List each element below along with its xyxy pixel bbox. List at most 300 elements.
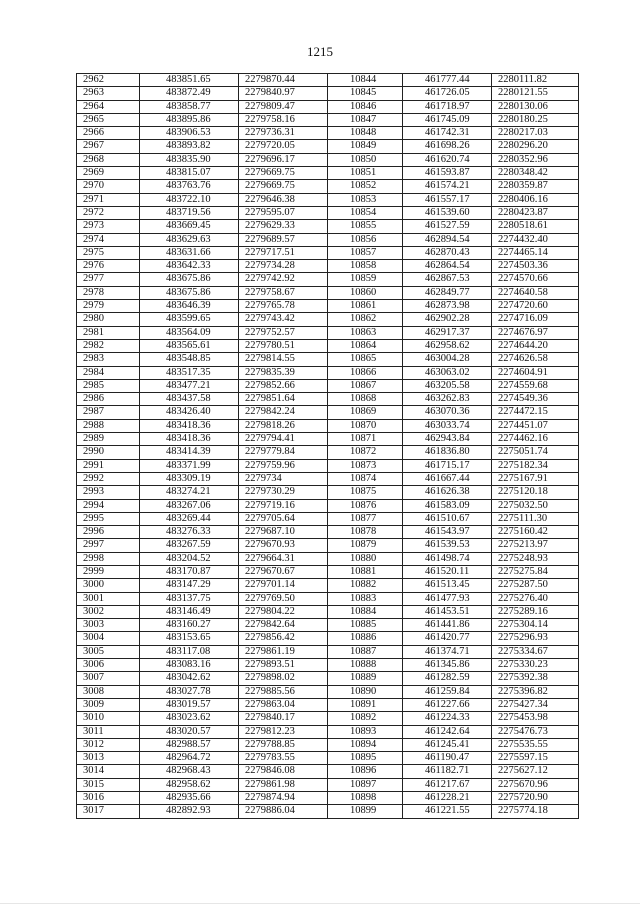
table-cell-y1: 2279870.44 [239,74,328,87]
coordinates-table-body [77,74,579,819]
table-cell-x1: 483517.35 [140,366,239,379]
table-cell-id2: 10884 [328,605,403,618]
table-row [77,406,579,419]
table-row [77,765,579,778]
table-cell-x2: 461520.11 [403,565,492,578]
table-cell-y1: 2279734 [239,472,328,485]
table-cell-id2: 10875 [328,486,403,499]
table-cell-y2: 2280111.82 [492,74,579,87]
table-cell-x2: 461217.67 [403,778,492,791]
table-cell-id2: 10871 [328,433,403,446]
table-cell-id2: 10868 [328,393,403,406]
table-cell-y1: 2279809.47 [239,100,328,113]
table-cell-x2: 461620.74 [403,153,492,166]
table-cell-id: 2994 [77,499,140,512]
table-cell-y1: 2279840.97 [239,87,328,100]
table-cell-id2: 10847 [328,113,403,126]
table-cell-x2: 461513.45 [403,579,492,592]
table-cell-x1: 483309.19 [140,472,239,485]
table-cell-y2: 2275774.18 [492,805,579,818]
table-row [77,206,579,219]
table-cell-x2: 461259.84 [403,685,492,698]
table-cell-y1: 2279758.16 [239,113,328,126]
table-cell-x1: 483669.45 [140,220,239,233]
table-cell-id2: 10877 [328,512,403,525]
table-cell-x2: 461510.67 [403,512,492,525]
table-cell-y2: 2275051.74 [492,446,579,459]
table-cell-y2: 2280359.87 [492,180,579,193]
table-cell-y1: 2279835.39 [239,366,328,379]
table-cell-id: 3009 [77,698,140,711]
table-cell-x2: 462864.54 [403,260,492,273]
table-cell-y2: 2274676.97 [492,326,579,339]
table-cell-x1: 483153.65 [140,632,239,645]
page-number: 1215 [307,44,333,59]
table-cell-y2: 2274626.58 [492,353,579,366]
table-cell-x1: 483631.66 [140,246,239,259]
table-cell-y2: 2274604.91 [492,366,579,379]
table-row [77,512,579,525]
table-cell-y2: 2274432.40 [492,233,579,246]
table-cell-id2: 10894 [328,738,403,751]
table-cell-y1: 2279669.75 [239,180,328,193]
table-cell-y2: 2275032.50 [492,499,579,512]
table-cell-id: 2981 [77,326,140,339]
table-cell-id2: 10876 [328,499,403,512]
table-cell-y1: 2279717.51 [239,246,328,259]
page-bottom-edge [0,903,640,904]
table-cell-id: 3008 [77,685,140,698]
table-cell-x2: 461698.26 [403,140,492,153]
table-cell-id2: 10872 [328,446,403,459]
table-cell-id: 2991 [77,459,140,472]
table-cell-id2: 10883 [328,592,403,605]
table-cell-id: 2985 [77,379,140,392]
table-cell-id: 2978 [77,286,140,299]
table-cell-id2: 10882 [328,579,403,592]
table-cell-id2: 10865 [328,353,403,366]
table-cell-x2: 461543.97 [403,526,492,539]
table-cell-x1: 482964.72 [140,752,239,765]
table-cell-y1: 2279736.31 [239,127,328,140]
table-cell-id: 2982 [77,339,140,352]
table-cell-y2: 2280352.96 [492,153,579,166]
table-cell-x1: 483147.29 [140,579,239,592]
table-cell-y1: 2279705.64 [239,512,328,525]
table-cell-id: 2972 [77,206,140,219]
table-cell-id2: 10891 [328,698,403,711]
table-cell-id: 2970 [77,180,140,193]
table-cell-x1: 483675.86 [140,273,239,286]
table-row [77,313,579,326]
table-cell-y1: 2279664.31 [239,552,328,565]
table-cell-y2: 2275167.91 [492,472,579,485]
table-cell-x1: 482935.66 [140,792,239,805]
table-cell-x2: 461742.31 [403,127,492,140]
table-cell-y2: 2274462.16 [492,433,579,446]
table-cell-y1: 2279720.05 [239,140,328,153]
table-cell-id2: 10845 [328,87,403,100]
table-cell-x1: 483629.63 [140,233,239,246]
table-cell-x1: 483267.06 [140,499,239,512]
table-cell-y1: 2279743.42 [239,313,328,326]
table-cell-x1: 483893.82 [140,140,239,153]
table-cell-x1: 483042.62 [140,672,239,685]
table-cell-id2: 10885 [328,619,403,632]
table-cell-y2: 2275670.96 [492,778,579,791]
table-cell-y2: 2280296.20 [492,140,579,153]
table-cell-y2: 2275120.18 [492,486,579,499]
table-cell-y1: 2279670.67 [239,565,328,578]
table-row [77,526,579,539]
table-cell-y1: 2279758.67 [239,286,328,299]
table-cell-id2: 10852 [328,180,403,193]
table-cell-x1: 483815.07 [140,167,239,180]
table-cell-x2: 461539.60 [403,206,492,219]
table-cell-x2: 461777.44 [403,74,492,87]
table-cell-id2: 10873 [328,459,403,472]
table-cell-y1: 2279769.50 [239,592,328,605]
table-row [77,127,579,140]
table-cell-x1: 483137.75 [140,592,239,605]
table-cell-y1: 2279730.29 [239,486,328,499]
table-cell-x2: 461745.09 [403,113,492,126]
table-cell-x1: 483020.57 [140,725,239,738]
table-cell-x2: 461557.17 [403,193,492,206]
table-cell-y1: 2279742.92 [239,273,328,286]
table-cell-id2: 10878 [328,526,403,539]
table-cell-y2: 2280406.16 [492,193,579,206]
table-cell-x1: 483371.99 [140,459,239,472]
table-cell-x1: 483599.65 [140,313,239,326]
table-cell-x1: 483872.49 [140,87,239,100]
table-cell-x2: 462902.28 [403,313,492,326]
table-cell-id: 3011 [77,725,140,738]
table-cell-y2: 2275275.84 [492,565,579,578]
table-cell-y1: 2279794.41 [239,433,328,446]
table-cell-x1: 483418.36 [140,419,239,432]
table-cell-id2: 10854 [328,206,403,219]
table-row [77,87,579,100]
table-cell-x2: 461583.09 [403,499,492,512]
table-cell-x2: 462867.53 [403,273,492,286]
table-cell-y2: 2275627.12 [492,765,579,778]
table-cell-x1: 483858.77 [140,100,239,113]
table-cell-id2: 10855 [328,220,403,233]
table-cell-x2: 463063.02 [403,366,492,379]
table-cell-id: 3013 [77,752,140,765]
table-cell-id: 2986 [77,393,140,406]
table-cell-x1: 483763.76 [140,180,239,193]
table-cell-id: 2974 [77,233,140,246]
table-cell-y1: 2279629.33 [239,220,328,233]
table-row [77,459,579,472]
table-cell-y1: 2279687.10 [239,526,328,539]
table-cell-id: 3012 [77,738,140,751]
table-cell-y1: 2279812.23 [239,725,328,738]
table-cell-id2: 10879 [328,539,403,552]
table-cell-x2: 461182.71 [403,765,492,778]
table-cell-x1: 483117.08 [140,645,239,658]
table-cell-x2: 461574.21 [403,180,492,193]
table-cell-x2: 461626.38 [403,486,492,499]
table-cell-x1: 483170.87 [140,565,239,578]
table-cell-x2: 461453.51 [403,605,492,618]
table-row [77,659,579,672]
table-cell-id2: 10860 [328,286,403,299]
table-cell-y1: 2279852.66 [239,379,328,392]
table-cell-y2: 2275476.73 [492,725,579,738]
table-row [77,220,579,233]
table-cell-id: 3014 [77,765,140,778]
table-row [77,273,579,286]
table-cell-y1: 2279846.08 [239,765,328,778]
table-cell-id2: 10896 [328,765,403,778]
table-cell-id: 2969 [77,167,140,180]
table-row [77,339,579,352]
table-cell-x1: 483083.16 [140,659,239,672]
table-cell-x1: 483267.59 [140,539,239,552]
table-cell-y2: 2275535.55 [492,738,579,751]
table-row [77,486,579,499]
table-cell-y1: 2279734.28 [239,260,328,273]
table-cell-id: 2992 [77,472,140,485]
table-cell-y2: 2274472.15 [492,406,579,419]
table-cell-x2: 463033.74 [403,419,492,432]
table-cell-x1: 483437.58 [140,393,239,406]
table-cell-y1: 2279701.14 [239,579,328,592]
table-cell-id: 2995 [77,512,140,525]
table-cell-y1: 2279788.85 [239,738,328,751]
table-cell-y1: 2279804.22 [239,605,328,618]
table-cell-x2: 461374.71 [403,645,492,658]
table-cell-x1: 483906.53 [140,127,239,140]
table-cell-id: 3005 [77,645,140,658]
table-cell-id: 2993 [77,486,140,499]
table-cell-id: 2968 [77,153,140,166]
table-cell-y1: 2279759.96 [239,459,328,472]
table-cell-x1: 483204.52 [140,552,239,565]
table-cell-y1: 2279856.42 [239,632,328,645]
table-cell-x1: 482968.43 [140,765,239,778]
table-row [77,446,579,459]
table-row [77,632,579,645]
table-cell-id: 2979 [77,300,140,313]
table-cell-y2: 2275160.42 [492,526,579,539]
table-cell-id2: 10881 [328,565,403,578]
table-row [77,805,579,818]
table-cell-y1: 2279783.55 [239,752,328,765]
table-row [77,366,579,379]
table-cell-y2: 2275296.93 [492,632,579,645]
table-cell-y2: 2274559.68 [492,379,579,392]
table-row [77,180,579,193]
table-row [77,552,579,565]
table-cell-y2: 2280180.25 [492,113,579,126]
table-cell-x1: 483895.86 [140,113,239,126]
table-cell-id: 2971 [77,193,140,206]
table-cell-x2: 462917.37 [403,326,492,339]
table-cell-y2: 2280121.55 [492,87,579,100]
table-cell-id: 3006 [77,659,140,672]
table-cell-id2: 10858 [328,260,403,273]
table-cell-y2: 2275427.34 [492,698,579,711]
table-cell-y2: 2280423.87 [492,206,579,219]
table-cell-id: 2975 [77,246,140,259]
table-cell-id: 2966 [77,127,140,140]
table-cell-id: 2983 [77,353,140,366]
table-cell-y1: 2279842.64 [239,619,328,632]
table-row [77,672,579,685]
table-cell-id: 3001 [77,592,140,605]
table-cell-id: 2965 [77,113,140,126]
table-cell-x1: 483835.90 [140,153,239,166]
table-cell-id2: 10897 [328,778,403,791]
table-cell-y2: 2274503.36 [492,260,579,273]
table-cell-id2: 10864 [328,339,403,352]
table-row [77,379,579,392]
table-cell-id: 2967 [77,140,140,153]
table-cell-y2: 2275330.23 [492,659,579,672]
table-cell-x1: 483160.27 [140,619,239,632]
table-cell-id: 2999 [77,565,140,578]
table-cell-id: 2989 [77,433,140,446]
table-cell-y1: 2279646.38 [239,193,328,206]
table-cell-id: 2997 [77,539,140,552]
table-cell-y2: 2280130.06 [492,100,579,113]
table-cell-x2: 461420.77 [403,632,492,645]
table-cell-x2: 461221.55 [403,805,492,818]
table-row [77,113,579,126]
table-cell-y2: 2275396.82 [492,685,579,698]
table-cell-id: 3003 [77,619,140,632]
table-cell-x1: 483564.09 [140,326,239,339]
table-cell-id2: 10851 [328,167,403,180]
table-cell-id2: 10867 [328,379,403,392]
table-row [77,725,579,738]
table-row [77,326,579,339]
table-cell-x2: 461345.86 [403,659,492,672]
table-cell-y2: 2275597.15 [492,752,579,765]
table-row [77,393,579,406]
table-row [77,778,579,791]
table-cell-id2: 10886 [328,632,403,645]
table-cell-y2: 2275182.34 [492,459,579,472]
table-row [77,260,579,273]
table-cell-id2: 10888 [328,659,403,672]
table-cell-y2: 2275111.30 [492,512,579,525]
table-row [77,592,579,605]
table-row [77,153,579,166]
table-row [77,499,579,512]
table-cell-x2: 461539.53 [403,539,492,552]
coordinates-table [76,73,579,819]
table-cell-y2: 2275453.98 [492,712,579,725]
table-cell-x1: 483477.21 [140,379,239,392]
table-cell-id2: 10893 [328,725,403,738]
table-cell-id2: 10859 [328,273,403,286]
table-cell-y2: 2274549.36 [492,393,579,406]
table-cell-id: 3010 [77,712,140,725]
table-cell-y1: 2279696.17 [239,153,328,166]
table-cell-y1: 2279765.78 [239,300,328,313]
table-cell-x2: 462873.98 [403,300,492,313]
table-cell-y2: 2275304.14 [492,619,579,632]
table-row [77,579,579,592]
table-row [77,645,579,658]
table-cell-id2: 10856 [328,233,403,246]
table-cell-y2: 2274570.66 [492,273,579,286]
table-cell-x2: 461245.41 [403,738,492,751]
table-cell-y1: 2279885.56 [239,685,328,698]
table-cell-id2: 10895 [328,752,403,765]
table-cell-x2: 461527.59 [403,220,492,233]
table-cell-y2: 2280217.03 [492,127,579,140]
table-cell-id: 2980 [77,313,140,326]
table-cell-id: 2964 [77,100,140,113]
table-cell-id: 2973 [77,220,140,233]
table-row [77,140,579,153]
table-row [77,619,579,632]
table-cell-x2: 461718.97 [403,100,492,113]
table-row [77,698,579,711]
table-cell-id2: 10862 [328,313,403,326]
table-cell-id: 3015 [77,778,140,791]
table-cell-id: 2998 [77,552,140,565]
table-cell-x2: 463004.28 [403,353,492,366]
table-cell-y1: 2279818.26 [239,419,328,432]
table-cell-y2: 2275213.97 [492,539,579,552]
table-row [77,286,579,299]
table-cell-y2: 2280348.42 [492,167,579,180]
table-cell-y2: 2280518.61 [492,220,579,233]
table-cell-x2: 461242.64 [403,725,492,738]
table-cell-y1: 2279595.07 [239,206,328,219]
table-row [77,565,579,578]
table-cell-id2: 10898 [328,792,403,805]
table-cell-id2: 10849 [328,140,403,153]
table-cell-id2: 10870 [328,419,403,432]
table-cell-y1: 2279689.57 [239,233,328,246]
table-cell-x1: 483722.10 [140,193,239,206]
table-cell-x1: 483719.56 [140,206,239,219]
table-cell-x2: 461227.66 [403,698,492,711]
table-cell-id2: 10866 [328,366,403,379]
table-cell-x1: 483418.36 [140,433,239,446]
table-cell-x2: 461726.05 [403,87,492,100]
table-cell-y1: 2279851.64 [239,393,328,406]
table-cell-id: 3017 [77,805,140,818]
table-cell-id2: 10874 [328,472,403,485]
table-cell-y1: 2279886.04 [239,805,328,818]
table-cell-x2: 461667.44 [403,472,492,485]
table-cell-id2: 10880 [328,552,403,565]
table-cell-y2: 2275289.16 [492,605,579,618]
table-cell-y2: 2274720.60 [492,300,579,313]
table-cell-y1: 2279893.51 [239,659,328,672]
table-cell-x1: 483851.65 [140,74,239,87]
table-cell-id: 2987 [77,406,140,419]
table-cell-y1: 2279898.02 [239,672,328,685]
table-row [77,792,579,805]
table-cell-x1: 483146.49 [140,605,239,618]
table-cell-id: 2977 [77,273,140,286]
table-cell-id2: 10853 [328,193,403,206]
table-row [77,193,579,206]
table-cell-x2: 461498.74 [403,552,492,565]
table-cell-id2: 10857 [328,246,403,259]
table-cell-x1: 483426.40 [140,406,239,419]
